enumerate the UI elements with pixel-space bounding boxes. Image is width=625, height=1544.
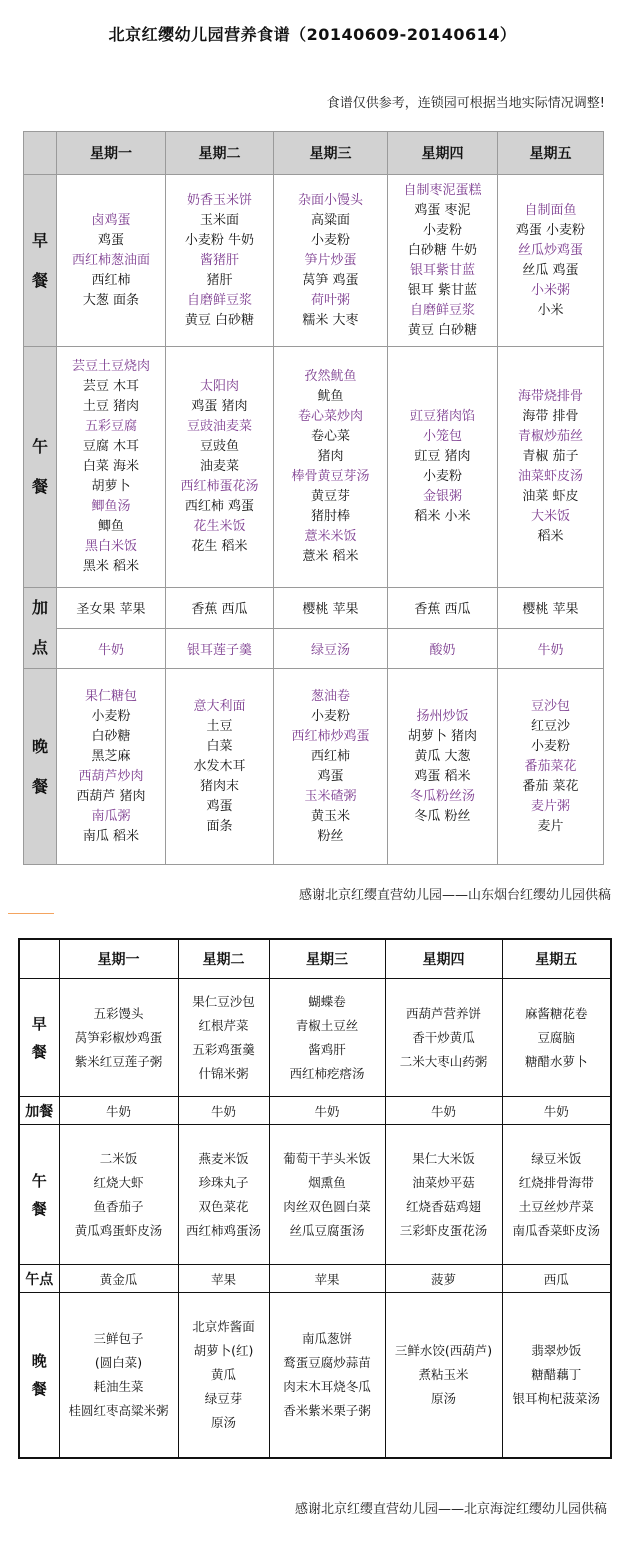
ingredient-line: 西葫芦 猪肉: [76, 788, 146, 804]
menu-item: 紫米红豆莲子粥: [74, 1053, 163, 1069]
dish-name: 自磨鲜豆浆: [409, 302, 475, 318]
meal-label-char: 餐: [31, 477, 48, 496]
table1-snack-fruit-row: [24, 588, 604, 629]
ingredient-line: 水发木耳: [193, 758, 246, 774]
table1-snack-drink-row: [24, 628, 604, 669]
meal-label-char: 餐: [31, 1042, 47, 1061]
menu-note: 食谱仅供参考，连锁园可根据当地实际情况调整!: [326, 96, 605, 111]
menu-item: 五彩馒头: [93, 1005, 144, 1021]
ingredient-line: 猪肘棒: [310, 509, 350, 524]
dish-name: 豆豉油麦菜: [186, 419, 252, 434]
table1-lunch-label: [24, 347, 57, 588]
table2-corner: [19, 939, 59, 979]
ingredient-line: 豆豉鱼: [199, 439, 239, 454]
ingredient-line: 土豆 猪肉: [82, 399, 140, 414]
dish-name: 小笼包: [422, 429, 462, 444]
dish-name: 大米饭: [530, 509, 570, 524]
menu-item: 果仁大米饭: [412, 1150, 475, 1166]
dish-name: 卤鸡蛋: [91, 212, 131, 228]
menu-item: 丝瓜豆腐蛋汤: [289, 1222, 365, 1238]
table2-breakfast-fri: [502, 979, 611, 1097]
ingredient-line: 芸豆 木耳: [82, 379, 140, 394]
ingredient-line: 鸡蛋: [317, 768, 344, 784]
ingredient-line: 鸡蛋: [206, 798, 233, 814]
dish-name: 棒骨黄豆芽汤: [291, 469, 370, 484]
table2-breakfast-mon: [59, 979, 178, 1097]
ingredient-line: 薏米 稻米: [302, 549, 359, 564]
menu-item: 南瓜葱饼: [301, 1330, 352, 1346]
table2-afternoon-snack-thu: 菠萝: [385, 1265, 502, 1293]
ingredient-line: 黄豆芽: [310, 489, 350, 504]
table2-afternoon-snack-fri: 西瓜: [502, 1265, 611, 1293]
ingredient-line: 小麦粉: [530, 738, 570, 754]
ingredient-line: 土豆: [206, 718, 233, 734]
ingredient-line: 黄豆 白砂糖: [184, 312, 255, 328]
menu-item: 肉末木耳烧冬瓜: [283, 1378, 371, 1394]
meal-label-char: 餐: [31, 270, 48, 290]
menu-item: 五彩鸡蛋羹: [192, 1041, 255, 1057]
ingredient-line: 小麦粉: [422, 469, 462, 484]
ingredient-line: 红豆沙: [530, 718, 570, 734]
table1-snack-fruit-wed: 樱桃 苹果: [274, 588, 388, 629]
dish-name: 油菜虾皮汤: [517, 469, 583, 484]
table2-afternoon-snack-wed: 苹果: [269, 1265, 385, 1293]
ingredient-line: 猪肝: [206, 272, 233, 288]
dish-name: 黑白米饭: [84, 539, 137, 554]
menu-item: 燕麦米饭: [198, 1150, 249, 1166]
menu-item: 土豆丝炒芹菜: [518, 1198, 594, 1214]
table2-add-meal-tue: 牛奶: [178, 1097, 269, 1125]
menu-item: 北京炸酱面: [192, 1318, 255, 1334]
credit-line-2: 感谢北京红缨直营幼儿园——北京海淀红缨幼儿园供稿: [294, 1502, 607, 1517]
ingredient-line: 黑芝麻: [91, 748, 131, 764]
dish-name: 银耳紫甘蓝: [409, 262, 475, 278]
table2-add-meal-mon: 牛奶: [59, 1097, 178, 1125]
menu-item: 耗油生菜: [93, 1378, 144, 1394]
table2-add-meal-fri: 牛奶: [502, 1097, 611, 1125]
table1-dinner-label: [24, 669, 57, 865]
menu-item: 黄瓜鸡蛋虾皮汤: [74, 1222, 163, 1238]
ingredient-line: 白菜 海米: [82, 459, 140, 474]
meal-label-char: 餐: [31, 1199, 47, 1218]
table2-day-wed: 星期三: [269, 939, 385, 979]
menu-item: 珍珠丸子: [198, 1174, 249, 1190]
table2-lunch-fri: [502, 1125, 611, 1265]
menu-item: 绿豆米饭: [531, 1150, 582, 1166]
table1-snack-drink-thu: 酸奶: [388, 628, 498, 669]
table1-dinner-row: [24, 669, 604, 865]
ingredient-line: 丝瓜 鸡蛋: [522, 262, 579, 278]
table1-lunch-row: [24, 347, 604, 588]
menu-item: 肉丝双色圆白菜: [283, 1198, 371, 1214]
table2-dinner-wed: [269, 1293, 385, 1458]
table2-lunch-mon: [59, 1125, 178, 1265]
table2-add-meal-wed: 牛奶: [269, 1097, 385, 1125]
ingredient-line: 白砂糖: [91, 728, 131, 744]
menu-item: 三鲜水饺(西葫芦): [394, 1342, 493, 1358]
menu-item: 三鲜包子: [93, 1330, 144, 1346]
ingredient-line: 黑米 稻米: [82, 559, 140, 574]
ingredient-line: 海带 排骨: [522, 409, 579, 424]
table2-dinner-mon: [59, 1293, 178, 1458]
menu-item: (圆白菜): [94, 1354, 143, 1370]
dish-name: 青椒炒茄丝: [517, 429, 583, 444]
dish-name: 卷心菜炒肉: [297, 409, 363, 424]
menu-item: 原汤: [210, 1414, 236, 1430]
menu-item: 红烧排骨海带: [518, 1174, 594, 1190]
table2-lunch-tue: [178, 1125, 269, 1265]
table1-snack-drink-mon: 牛奶: [57, 628, 166, 669]
ingredient-line: 鸡蛋 枣泥: [414, 202, 471, 218]
menu-item: 黄瓜: [210, 1366, 236, 1382]
ingredient-line: 胡萝卜 猪肉: [407, 728, 478, 744]
dish-name: 奶香玉米饼: [186, 192, 252, 208]
ingredient-line: 黄瓜 大葱: [414, 748, 471, 764]
dish-name: 荷叶粥: [310, 292, 350, 308]
table1-breakfast-row: [24, 175, 604, 347]
dish-name: 西红柿蛋花汤: [180, 479, 259, 494]
ingredient-line: 花生 稻米: [191, 539, 248, 554]
dish-name: 太阳肉: [199, 379, 239, 394]
dish-name: 冬瓜粉丝汤: [409, 788, 475, 804]
ingredient-line: 黄豆 白砂糖: [407, 322, 478, 338]
table2-afternoon-snack-row: [19, 1265, 611, 1293]
ingredient-line: 小麦粉: [91, 708, 131, 724]
menu-table-2: [18, 938, 612, 1459]
meal-label-char: 晚: [31, 736, 48, 756]
dish-name: 玉米碴粥: [304, 788, 357, 804]
table2-lunch-thu: [385, 1125, 502, 1265]
menu-item: 西葫芦营养饼: [405, 1005, 481, 1021]
table2-breakfast-row: [19, 979, 611, 1097]
ingredient-line: 豆腐 木耳: [82, 439, 140, 454]
menu-item: 香干炒黄瓜: [412, 1029, 475, 1045]
ingredient-line: 粉丝: [317, 828, 344, 844]
menu-item: 二米饭: [99, 1150, 138, 1166]
menu-item: 双色菜花: [198, 1198, 249, 1214]
menu-item: 麻酱糖花卷: [524, 1005, 588, 1021]
ingredient-line: 油麦菜: [199, 459, 239, 474]
menu-item: 红根芹菜: [198, 1017, 249, 1033]
ingredient-line: 小麦粉 牛奶: [184, 232, 255, 248]
ingredient-line: 稻米 小米: [414, 509, 471, 524]
ingredient-line: 青椒 茄子: [522, 449, 579, 464]
table2-lunch-label: [19, 1125, 59, 1265]
meal-label-char: 午: [31, 1171, 47, 1190]
menu-item: 青椒土豆丝: [295, 1017, 359, 1033]
ingredient-line: 西红柿: [310, 748, 350, 764]
ingredient-line: 西红柿: [91, 272, 131, 288]
table2-day-fri: 星期五: [502, 939, 611, 979]
ingredient-line: 白菜: [206, 738, 233, 754]
dish-name: 笋片炒蛋: [304, 252, 357, 268]
ingredient-line: 玉米面: [199, 212, 239, 228]
menu-item: 煮粘玉米: [418, 1366, 469, 1382]
menu-item: 蝴蝶卷: [308, 993, 346, 1009]
table2-day-thu: 星期四: [385, 939, 502, 979]
ingredient-line: 鸡蛋: [97, 232, 124, 248]
table1-snack-fruit-mon: 圣女果 苹果: [57, 588, 166, 629]
table1-snack-label: [24, 588, 57, 669]
table1-lunch-thu: [388, 347, 498, 588]
table2-dinner-thu: [385, 1293, 502, 1458]
ingredient-line: 面条: [206, 818, 233, 834]
table1-breakfast-wed: [274, 175, 388, 347]
ingredient-line: 油菜 虾皮: [522, 489, 579, 504]
menu-table-1: [23, 131, 604, 865]
dish-name: 小米粥: [530, 282, 570, 298]
ingredient-line: 鸡蛋 猪肉: [191, 399, 248, 414]
menu-item: 果仁豆沙包: [192, 993, 255, 1009]
dish-name: 西红柿炒鸡蛋: [291, 728, 370, 744]
menu-item: 鹜蛋豆腐炒蒜苗: [283, 1354, 371, 1370]
table2-afternoon-snack-label: 午点: [19, 1265, 59, 1293]
menu-item: 香米紫米栗子粥: [283, 1402, 371, 1418]
table1-day-mon: 星期一: [57, 132, 166, 175]
ingredient-line: 高粱面: [310, 212, 350, 228]
table2-breakfast-wed: [269, 979, 385, 1097]
menu-item: 什锦米粥: [198, 1065, 249, 1081]
table1-lunch-wed: [274, 347, 388, 588]
ingredient-line: 鱿鱼: [317, 389, 344, 404]
table1-snack-drink-tue: 银耳莲子羹: [166, 628, 274, 669]
table2-header-row: [19, 939, 611, 979]
meal-label-char: 餐: [31, 1379, 47, 1398]
credit-line-1: 感谢北京红缨直营幼儿园——山东烟台红缨幼儿园供稿: [298, 888, 611, 903]
menu-item: 二米大枣山药粥: [399, 1053, 488, 1069]
meal-label-char: 加: [31, 598, 48, 617]
menu-item: 西红柿鸡蛋汤: [185, 1222, 261, 1238]
table1-dinner-wed: [274, 669, 388, 865]
ingredient-line: 鲫鱼: [97, 519, 124, 534]
ingredient-line: 小麦粉: [310, 232, 350, 248]
menu-item: 鱼香茄子: [93, 1198, 144, 1214]
menu-item: 莴笋彩椒炒鸡蛋: [74, 1029, 163, 1045]
ingredient-line: 稻米: [537, 529, 564, 544]
table1-breakfast-mon: [57, 175, 166, 347]
table2-add-meal-row: [19, 1097, 611, 1125]
table2-day-tue: 星期二: [178, 939, 269, 979]
ingredient-line: 卷心菜: [310, 429, 350, 444]
menu-item: 胡萝卜(红): [193, 1342, 254, 1358]
menu-item: 翡翠炒饭: [531, 1342, 582, 1358]
dish-name: 花生米饭: [193, 519, 246, 534]
ingredient-line: 小米: [537, 302, 564, 318]
ingredient-line: 鸡蛋 小麦粉: [515, 222, 586, 238]
dish-name: 南瓜粥: [91, 808, 131, 824]
table2-add-meal-label: 加餐: [19, 1097, 59, 1125]
meal-label-char: 午: [31, 437, 48, 456]
table1-day-fri: 星期五: [498, 132, 604, 175]
dish-name: 自制枣泥蛋糕: [403, 182, 482, 198]
menu-item: 绿豆芽: [204, 1390, 243, 1406]
menu-item: 原汤: [430, 1390, 456, 1406]
ingredient-line: 番茄 菜花: [522, 778, 579, 794]
ingredient-line: 猪肉末: [199, 778, 239, 794]
ingredient-line: 糯米 大枣: [302, 312, 359, 328]
table2-breakfast-label: [19, 979, 59, 1097]
ingredient-line: 南瓜 稻米: [82, 828, 140, 844]
meal-label-char: 餐: [31, 776, 48, 796]
table1-corner: [24, 132, 57, 175]
table1-snack-fruit-thu: 香蕉 西瓜: [388, 588, 498, 629]
table1-lunch-tue: [166, 347, 274, 588]
dish-name: 果仁糖包: [84, 688, 137, 704]
table2-dinner-fri: [502, 1293, 611, 1458]
dish-name: 麦片粥: [530, 798, 570, 814]
menu-item: 红烧香菇鸡翅: [405, 1198, 481, 1214]
table2-breakfast-tue: [178, 979, 269, 1097]
table2-dinner-row: [19, 1293, 611, 1458]
dish-name: 自磨鲜豆浆: [186, 292, 252, 308]
table2-add-meal-thu: 牛奶: [385, 1097, 502, 1125]
ingredient-line: 西红柿 鸡蛋: [184, 499, 255, 514]
dish-name: 薏米米饭: [304, 529, 357, 544]
dish-name: 金银粥: [422, 489, 462, 504]
dish-name: 豇豆猪肉馅: [409, 409, 475, 424]
table2-lunch-wed: [269, 1125, 385, 1265]
dish-name: 葱油卷: [310, 688, 350, 704]
menu-item: 银耳枸杞菠菜汤: [512, 1390, 600, 1406]
table1-day-wed: 星期三: [274, 132, 388, 175]
table1-dinner-thu: [388, 669, 498, 865]
dish-name: 自制面鱼: [524, 202, 577, 218]
menu-item: 油菜炒平菇: [412, 1174, 475, 1190]
menu-item: 西红柿疙瘩汤: [289, 1065, 365, 1081]
dish-name: 杂面小馒头: [297, 192, 363, 208]
menu-item: 酱鸡肝: [308, 1041, 346, 1057]
table1-day-tue: 星期二: [166, 132, 274, 175]
table1-snack-fruit-fri: 樱桃 苹果: [498, 588, 604, 629]
dish-name: 芸豆土豆烧肉: [71, 359, 150, 374]
ingredient-line: 猪肉: [317, 449, 344, 464]
ingredient-line: 小麦粉: [310, 708, 350, 724]
table2-breakfast-thu: [385, 979, 502, 1097]
table2-dinner-label: [19, 1293, 59, 1458]
dish-name: 西葫芦炒肉: [78, 768, 144, 784]
ingredient-line: 胡萝卜: [91, 479, 131, 494]
menu-item: 豆腐脑: [537, 1029, 575, 1045]
table2-afternoon-snack-mon: 黄金瓜: [59, 1265, 178, 1293]
meal-label-char: 早: [31, 1014, 47, 1033]
dish-name: 扬州炒饭: [416, 708, 469, 724]
meal-label-char: 早: [31, 230, 48, 250]
menu-item: 南瓜香菜虾皮汤: [512, 1222, 600, 1238]
ingredient-line: 鸡蛋 稻米: [414, 768, 471, 784]
dish-name: 意大利面: [193, 698, 246, 714]
menu-item: 桂圆红枣高粱米粥: [68, 1402, 169, 1418]
table1-breakfast-tue: [166, 175, 274, 347]
table2-afternoon-snack-tue: 苹果: [178, 1265, 269, 1293]
table1-day-thu: 星期四: [388, 132, 498, 175]
menu-item: 烟熏鱼: [308, 1174, 346, 1190]
menu-item: 三彩虾皮蛋花汤: [399, 1222, 488, 1238]
dish-name: 丝瓜炒鸡蛋: [517, 242, 583, 258]
page-title: 北京红缨幼儿园营养食谱（20140609-20140614）: [108, 25, 517, 44]
table1-dinner-mon: [57, 669, 166, 865]
table1-snack-fruit-tue: 香蕉 西瓜: [166, 588, 274, 629]
ingredient-line: 莴笋 鸡蛋: [302, 272, 359, 288]
menu-item: 糖醋水萝卜: [524, 1053, 588, 1069]
table2-dinner-tue: [178, 1293, 269, 1458]
ingredient-line: 白砂糖 牛奶: [407, 242, 478, 258]
table1-snack-drink-wed: 绿豆汤: [274, 628, 388, 669]
dish-name: 番茄菜花: [524, 758, 577, 774]
table1-dinner-tue: [166, 669, 274, 865]
menu-item: 红烧大虾: [93, 1174, 144, 1190]
table1-breakfast-label: [24, 175, 57, 347]
section-divider: [8, 913, 54, 914]
ingredient-line: 大葱 面条: [82, 292, 140, 308]
table1-breakfast-thu: [388, 175, 498, 347]
table2-day-mon: 星期一: [59, 939, 178, 979]
dish-name: 孜然鱿鱼: [304, 369, 357, 384]
meal-label-char: 点: [31, 638, 48, 657]
dish-name: 酱猪肝: [199, 252, 239, 268]
table1-lunch-mon: [57, 347, 166, 588]
menu-item: 糖醋藕丁: [531, 1366, 582, 1382]
dish-name: 五彩豆腐: [84, 419, 137, 434]
dish-name: 鲫鱼汤: [91, 499, 131, 514]
table2-lunch-row: [19, 1125, 611, 1265]
table1-dinner-fri: [498, 669, 604, 865]
dish-name: 豆沙包: [530, 698, 570, 714]
ingredient-line: 冬瓜 粉丝: [414, 808, 471, 824]
table1-breakfast-fri: [498, 175, 604, 347]
ingredient-line: 麦片: [537, 818, 564, 834]
ingredient-line: 银耳 紫甘蓝: [407, 282, 478, 298]
ingredient-line: 豇豆 猪肉: [414, 449, 471, 464]
table1-header-row: [24, 132, 604, 175]
dish-name: 海带烧排骨: [517, 389, 583, 404]
table1-lunch-fri: [498, 347, 604, 588]
menu-item: 葡萄干芋头米饭: [283, 1150, 371, 1166]
table1-snack-drink-fri: 牛奶: [498, 628, 604, 669]
ingredient-line: 小麦粉: [422, 222, 462, 238]
dish-name: 西红柿葱油面: [71, 252, 150, 268]
ingredient-line: 黄玉米: [310, 808, 350, 824]
meal-label-char: 晚: [31, 1351, 47, 1370]
